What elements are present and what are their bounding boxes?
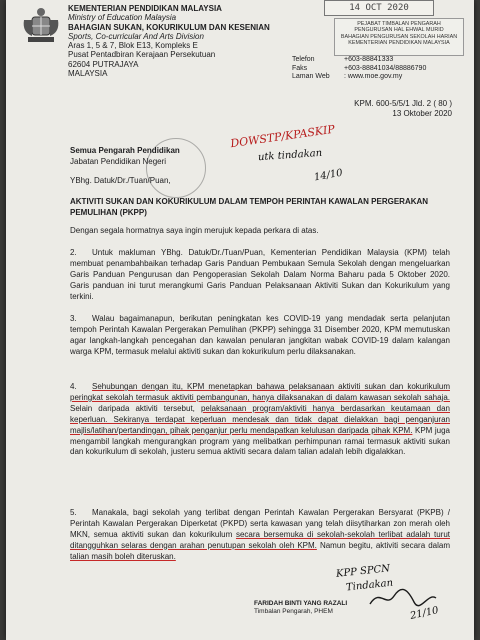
paragraph-text: Namun begitu, aktiviti secara dalam bbox=[316, 540, 450, 550]
office-stamp-line: PEJABAT TIMBALAN PENGARAH bbox=[357, 21, 441, 27]
received-date-stamp: 14 OCT 2020 bbox=[324, 0, 434, 16]
fax-label: Faks bbox=[292, 64, 308, 72]
underlined-text: Sehubungan dengan itu, KPM menetapkan bahawa pelaksanaan aktiviti sukan dan kokurikulum peringkat sekolah termasuk aktiviti pembangunan, hanya dilaksanakan di dalam kawasan sekolah sahaja. bbox=[70, 382, 450, 402]
office-stamp bbox=[334, 18, 464, 56]
handwritten-note-red: DOWSTP/KPASKIP bbox=[229, 122, 336, 151]
paragraph-text: Untuk makluman YBhg. Datuk/Dr./Tuan/Puan, Kementerian Pendidikan Malaysia (KPM) telah membuat penambahbaikan terhadap Garis Panduan Pembukaan Semula Sekolah dengan mengeluarkan Garis Panduan Pengurusan dan Pengoperasian Sekolah Dalam Norma Baharu pada 5 Oktober 2020. Garis panduan ini turut merangkumi Garis Panduan Pelaksanaan Aktiviti Sukan dan Kokurikulum yang terkini. bbox=[70, 248, 450, 301]
paragraph-2 bbox=[70, 248, 450, 303]
handwritten-note-bottom: KPP SPCN bbox=[335, 563, 391, 580]
handwritten-date-bottom: 21/10 bbox=[409, 605, 440, 622]
intro-text: Dengan segala hormatnya saya ingin merujuk kepada perkara di atas. bbox=[70, 226, 319, 235]
paragraph-4 bbox=[70, 382, 450, 458]
ministry-name-ms: KEMENTERIAN PENDIDIKAN MALAYSIA bbox=[68, 4, 222, 13]
paragraph-5 bbox=[70, 508, 450, 563]
tel-value: +603-88841333 bbox=[344, 56, 394, 63]
address-line-4: MALAYSIA bbox=[68, 69, 108, 79]
address-line-1: Aras 1, 5 & 7, Blok E13, Kompleks E bbox=[68, 41, 198, 51]
paragraph-number: 2. bbox=[70, 248, 77, 257]
paragraph-number: 3. bbox=[70, 314, 77, 323]
handwritten-note-bottom-2: Tindakan bbox=[345, 577, 394, 594]
fax-value: +603-88841034/88886790 bbox=[344, 64, 427, 72]
paragraph-text: Manakala, bagi sekolah yang terlibat dengan Perintah Kawalan Pergerakan Bersyarat (PKPB) / Perintah Kawalan Pergerakan Diperketat (PKPD) serta kawasan yang telah diisytiharkan zon merah oleh MKN, semua aktiviti sukan dan kokurikulum bbox=[70, 508, 450, 539]
recipient-line-1: Semua Pengarah Pendidikan bbox=[70, 146, 180, 155]
letter-page bbox=[6, 0, 474, 640]
reference-block bbox=[322, 99, 452, 119]
underlined-text: talian masih boleh diteruskan. bbox=[70, 551, 176, 561]
tel-label: Telefon bbox=[292, 56, 315, 63]
signature-icon bbox=[368, 586, 438, 610]
contact-block bbox=[292, 56, 472, 82]
division-name-en: Sports, Co-curricular And Arts Division bbox=[68, 31, 204, 41]
paragraph-3 bbox=[70, 314, 450, 358]
signatory-name: FARIDAH BINTI YANG RAZALI bbox=[254, 600, 348, 607]
letter-date: 13 Oktober 2020 bbox=[392, 109, 452, 118]
paragraph-text: Selain daripada aktiviti tersebut, bbox=[70, 403, 201, 413]
paragraph-text: Walau bagaimanapun, berikutan peningkatan kes COVID-19 yang mendadak serta pelanjutan tempoh Perintah Kawalan Pergerakan Pemulihan (PKPP) sehingga 31 Disember 2020, KPM memutuskan agar langkah-langkah pencegahan dan kawalan penularan jangkitan wabak COVID-19 dalam kalangan warga KPM, termasuk melalui aktiviti sukan dan kokurikulum perlu dilaksanakan. bbox=[70, 314, 450, 356]
ministry-name-en: Ministry of Education Malaysia bbox=[68, 13, 177, 23]
web-value: : www.moe.gov.my bbox=[344, 73, 403, 81]
office-stamp-line: BAHAGIAN PENGURUSAN SEKOLAH HARIAN bbox=[340, 33, 458, 40]
office-stamp-line: KEMENTERIAN PENDIDIKAN MALAYSIA bbox=[348, 39, 450, 46]
web-label: Laman Web bbox=[292, 73, 330, 81]
salutation: YBhg. Datuk/Dr./Tuan/Puan, bbox=[70, 176, 171, 185]
paragraph-number: 4. bbox=[70, 382, 77, 391]
signatory-position: Timbalan Pengarah, PHEM bbox=[254, 608, 333, 615]
division-name-ms: BAHAGIAN SUKAN, KOKURIKULUM DAN KESENIAN bbox=[68, 22, 270, 32]
reference-number: KPM. 600-5/5/1 Jld. 2 ( 80 ) bbox=[354, 99, 452, 108]
malaysia-coat-of-arms-icon bbox=[20, 6, 62, 46]
office-stamp-line: PENGURUSAN HAL EHWAL MURID bbox=[354, 27, 444, 34]
letter-title: AKTIVITI SUKAN DAN KOKURIKULUM DALAM TEMPOH PERINTAH KAWALAN PERGERAKAN PEMULIHAN (PKPP) bbox=[70, 197, 429, 217]
intro-paragraph bbox=[70, 226, 450, 237]
underlined-text: pelaksanaan program/aktiviti hanya berdasarkan keutamaan dan keperluan. Sekiranya terdapat keperluan mendesak dan tidak dapat dielakkan bagi penganjuran majlis/latihan/pertandingan, pihak penganjur perlu mendapatkan kelulusan daripada pihak KPM. bbox=[70, 403, 450, 435]
paragraph-text: KPM juga mengambil langkah mengurangkan program yang melibatkan perhimpunan ramai termasuk aktiviti sukan dan kokurikulum di sekolah, justeru semua aktiviti secara dalam talian adalah lebih digalakkan. bbox=[70, 425, 451, 457]
handwritten-initials: 14/10 bbox=[313, 167, 344, 184]
underlined-text: secara bersemuka di sekolah-sekolah terlibat adalah turut ditangguhkan selaras dengan arahan penutupan sekolah oleh KPM. bbox=[70, 529, 450, 550]
address-line-3: 62604 PUTRAJAYA bbox=[68, 59, 139, 69]
signatory-block bbox=[254, 600, 347, 616]
paragraph-number: 5. bbox=[70, 508, 77, 517]
handwritten-note-black: utk tindakan bbox=[257, 147, 323, 164]
recipient-block bbox=[70, 145, 180, 167]
recipient-line-2: Jabatan Pendidikan Negeri bbox=[70, 157, 167, 166]
address-line-2: Pusat Pentadbiran Kerajaan Persekutuan bbox=[68, 50, 216, 60]
